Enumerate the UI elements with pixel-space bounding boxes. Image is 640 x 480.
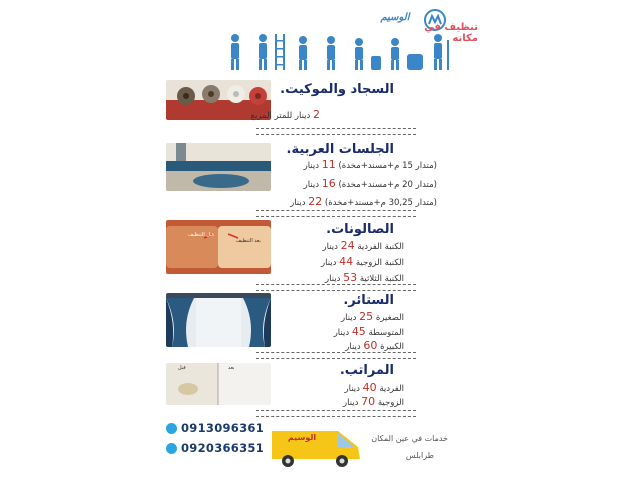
price-line [290,381,404,394]
section-title-seating: الجلسات العربية. [286,142,394,157]
price-unit: دينار [333,328,350,338]
mattress-before-label: قبل [178,365,186,371]
price-text: (متدار 20 م+مسند+مخدة) [338,180,437,190]
price-value: 25 [359,310,374,323]
price-text: (متدار 15 م+مسند+مخدة) [338,161,437,171]
curtain-photo [166,293,271,347]
mattress-after-label: بعد [228,365,235,371]
separator [256,284,416,291]
separator [256,352,416,359]
price-unit: دينار [344,384,360,394]
price-line [290,339,404,352]
price-unit: دينار [290,198,306,208]
separator [256,410,416,417]
price-text: الكنبة الثلاثية [359,274,404,284]
price-value: 11 [321,158,336,171]
price-value: 22 [308,195,323,208]
whatsapp-icon [166,443,177,454]
price-value: 70 [361,395,376,408]
price-text: المتوسطة [368,328,404,338]
tagline: تنظيف في مكانه [424,22,478,44]
price-value: 60 [363,339,378,352]
price-flyer [160,0,480,480]
footer-city: طرابلس [405,451,434,460]
price-line [290,271,404,284]
price-line [290,310,404,323]
price-text: الصغيرة [375,313,404,323]
price-value: 40 [362,381,377,394]
truck-label: الوسيم [287,433,317,442]
price-line [290,395,404,408]
sofa-photo [166,220,271,274]
section-title-carpets: السجاد والموكيت. [280,82,394,97]
price-value: 16 [321,177,336,190]
price-unit: دينار [303,161,320,171]
price-unit: دينار [303,180,320,190]
price-line [220,108,320,121]
price-text: دينار للمتر المربع [250,111,311,121]
price-line [272,177,437,190]
section-title-salons: الصالونات. [326,222,394,237]
price-value: 53 [343,271,358,284]
price-line [272,195,437,208]
after-label: بعد التنظيف [236,238,261,244]
mattress-photo [166,363,271,405]
price-value: 45 [351,325,366,338]
brand-name: الوسيم [380,12,410,23]
price-text: الزوجية [377,398,404,408]
price-unit: دينار [343,398,359,408]
price-value: 44 [339,255,354,268]
price-unit: دينار [321,258,337,268]
separator [256,128,416,135]
price-text: الفردية [379,384,404,394]
separator [256,210,416,217]
price-unit: دينار [322,242,338,252]
price-text: الكنبة الزوجية [355,258,404,268]
truck-icon [268,423,366,469]
price-unit: دينار [325,274,341,284]
section-title-curtains: الستائر. [343,293,394,308]
price-text: الكبيرة [380,342,404,352]
price-text: الكنبة الفردية [357,242,404,252]
price-unit: دينار [345,342,361,352]
price-unit: دينار [341,313,357,323]
price-value: 2 [313,108,320,121]
workers-illustration [223,30,463,72]
price-value: 24 [340,239,355,252]
footer-service-note: خدمات في عين المكان [371,434,448,443]
price-line [290,255,404,268]
before-label: قبل التنظيف [188,232,214,238]
price-text: (متدار 30,25 م+مسند+مخدة) [324,198,437,208]
section-title-mattresses: المراتب. [339,363,394,378]
price-line [290,239,404,252]
whatsapp-icon [166,423,177,434]
phone-number-2[interactable]: 0920366351 [166,441,264,455]
price-line [272,158,437,171]
phone-number-1[interactable]: 0913096361 [166,421,264,435]
seating-photo [166,143,271,191]
price-line [290,325,404,338]
